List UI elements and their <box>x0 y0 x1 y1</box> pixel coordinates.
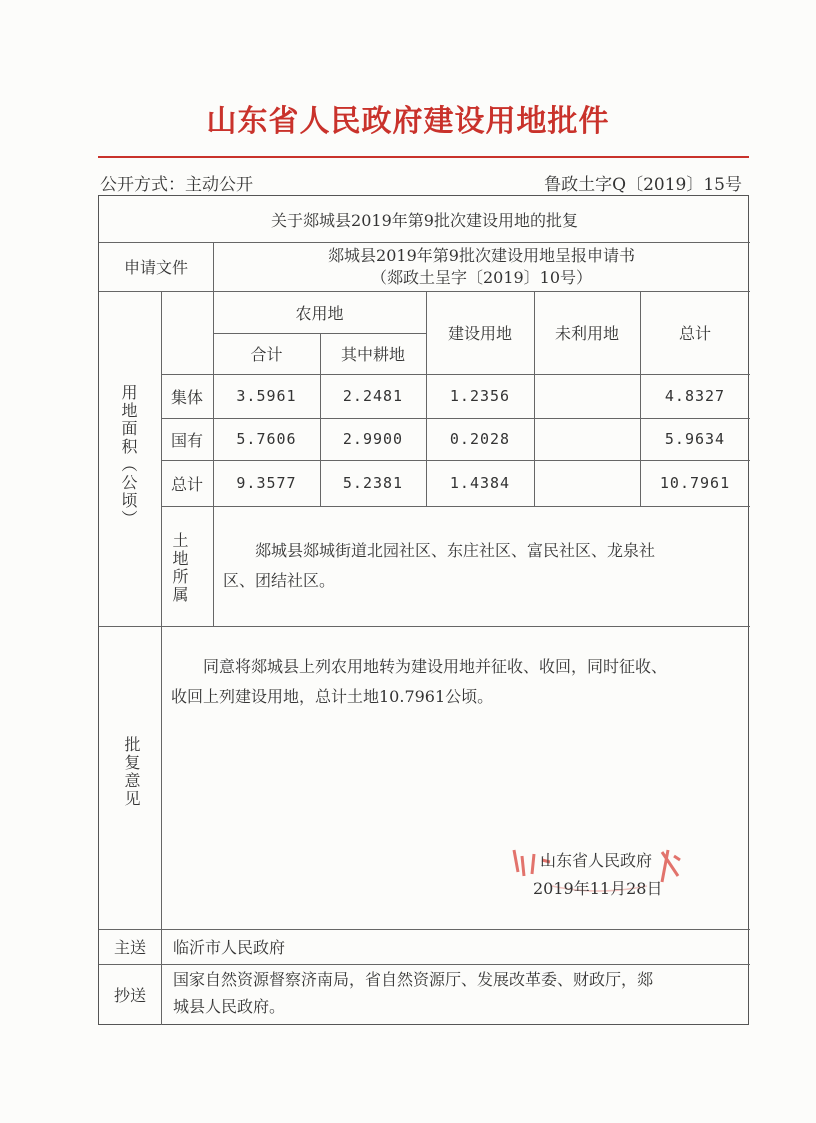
application-file <box>213 242 750 291</box>
row-arable: 2.2481 <box>342 387 404 405</box>
row-name: 总计 <box>170 474 203 494</box>
cc-text <box>173 966 745 1020</box>
cc-line1: 国家自然资源督察济南局，省自然资源厅、发展改革委、财政厅，郯 <box>173 970 654 989</box>
header-unused: 未利用地 <box>554 324 619 343</box>
row-name: 国有 <box>170 430 203 450</box>
approval-table <box>98 195 749 1025</box>
cc-line2: 城县人民政府。 <box>173 997 286 1016</box>
cc-label: 抄送 <box>113 985 146 1005</box>
rule-after-row3 <box>161 506 750 507</box>
land-area-label: 用地面积（公顷） <box>119 384 138 528</box>
row-construction: 1.2356 <box>449 387 511 405</box>
application-line2: （郯政土呈字〔2019〕10号） <box>370 267 593 287</box>
row-unused <box>534 418 640 460</box>
approval-line1: 同意将郯城县上列农用地转为建设用地并征收、收回，同时征收、 <box>203 657 668 676</box>
document-title: 山东省人民政府建设用地批件 <box>206 104 610 139</box>
row-total: 10.7961 <box>659 474 731 492</box>
approval-line2: 收回上列建设用地，总计土地10.7961公顷。 <box>171 687 494 706</box>
approval-subject: 关于郯城县2019年第9批次建设用地的批复 <box>271 210 578 230</box>
row-subtotal: 5.7606 <box>236 430 297 448</box>
row-subtotal: 3.5961 <box>236 387 297 405</box>
approval-label: 批复意见 <box>122 736 141 808</box>
header-arable: 其中耕地 <box>340 345 405 364</box>
row-construction: 0.2028 <box>449 430 511 448</box>
document-number: 鲁政土字Q〔2019〕15号 <box>544 175 742 195</box>
ownership-line1: 郯城县郯城街道北园社区、东庄社区、富民社区、龙泉社 <box>255 541 656 560</box>
header-subtotal: 合计 <box>250 345 283 364</box>
ownership-text <box>223 536 743 596</box>
application-label: 申请文件 <box>123 258 188 277</box>
col-recipient-label <box>161 929 162 1025</box>
row-unused <box>534 460 640 506</box>
header-construction: 建设用地 <box>447 324 512 343</box>
rule-after-ownership <box>99 626 750 627</box>
row-name: 集体 <box>170 387 203 407</box>
approval-text <box>171 652 743 712</box>
header-total: 总计 <box>678 324 711 343</box>
header-farmland: 农用地 <box>295 303 344 323</box>
main-recipient-value: 临沂市人民政府 <box>173 938 286 957</box>
signer-organization: 山东省人民政府 <box>540 851 653 870</box>
row-total: 5.9634 <box>664 430 726 448</box>
main-recipient-label: 主送 <box>113 938 146 957</box>
rule-after-main <box>99 964 750 965</box>
row-total: 4.8327 <box>664 387 726 405</box>
row-construction: 1.4384 <box>449 474 511 492</box>
application-line1: 郯城县2019年第9批次建设用地呈报申请书 <box>328 245 635 265</box>
row-unused <box>534 374 640 418</box>
signing-date: 2019年11月28日 <box>533 879 663 898</box>
row-arable: 2.9900 <box>342 430 404 448</box>
row-arable: 5.2381 <box>342 474 404 492</box>
ownership-label: 土地所属 <box>170 532 189 604</box>
publicity-mode: 公开方式：主动公开 <box>100 175 253 195</box>
title-rule <box>98 156 749 158</box>
ownership-line2: 区、团结社区。 <box>223 571 336 590</box>
row-subtotal: 9.3577 <box>236 474 297 492</box>
